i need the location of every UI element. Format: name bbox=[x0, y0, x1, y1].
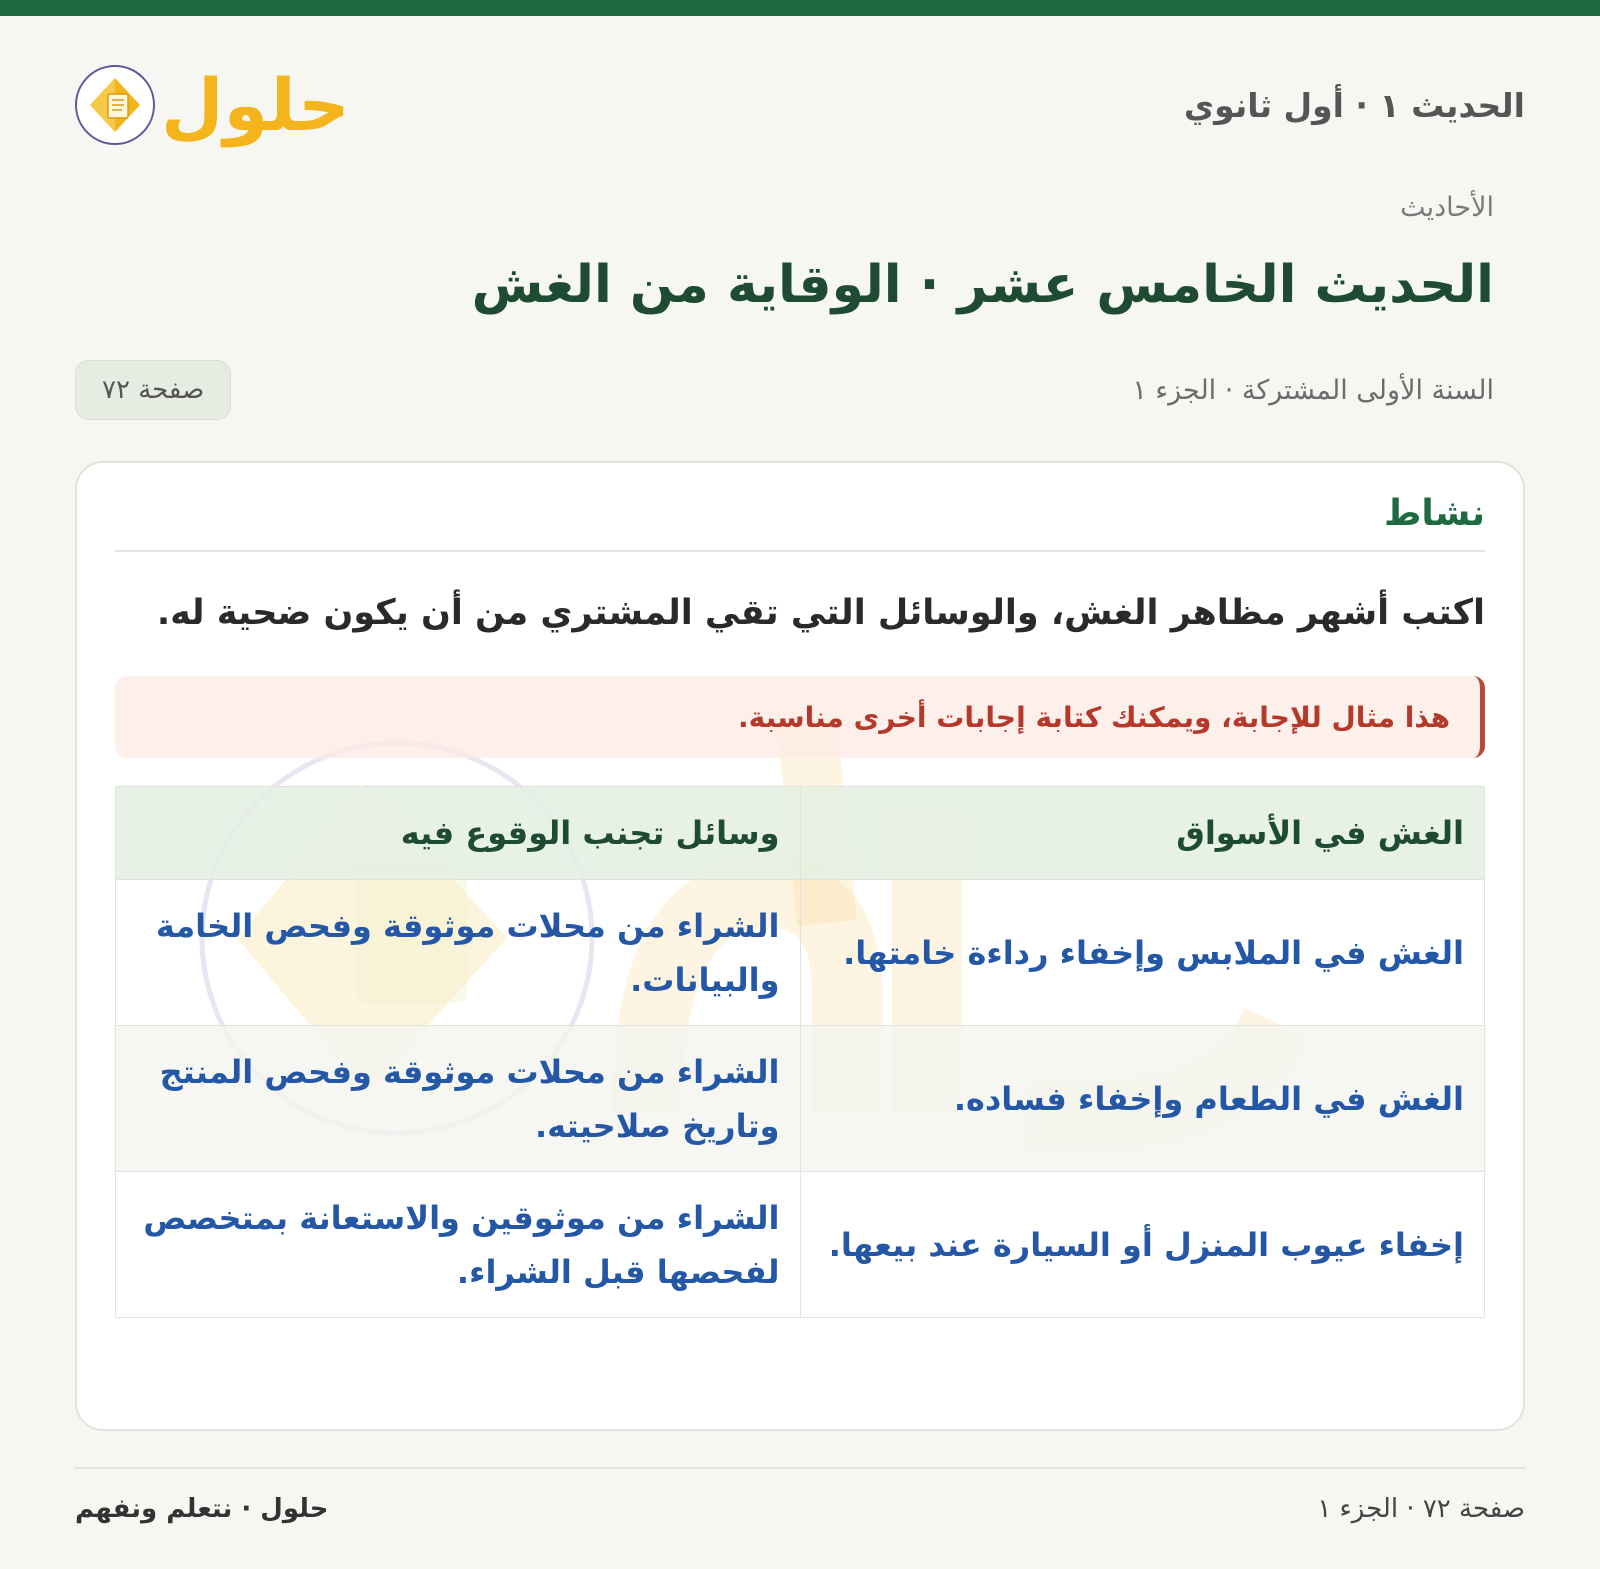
column-header-prevention: وسائل تجنب الوقوع فيه bbox=[116, 787, 801, 880]
answer-note-text: هذا مثال للإجابة، ويمكنك كتابة إجابات أخرى مناسبة. bbox=[738, 700, 1450, 734]
top-accent-bar bbox=[0, 0, 1600, 16]
table-cell-fraud: إخفاء عيوب المنزل أو السيارة عند بيعها. bbox=[800, 1172, 1485, 1318]
site-logo[interactable] bbox=[75, 65, 350, 145]
column-header-fraud: الغش في الأسواق bbox=[800, 787, 1485, 880]
table-row bbox=[116, 1026, 1485, 1172]
meta-row bbox=[75, 358, 1494, 422]
table-cell-prevention: الشراء من محلات موثوقة وفحص المنتج وتاريخ صلاحيته. bbox=[116, 1026, 801, 1172]
logo-wordmark: حلول bbox=[161, 63, 350, 147]
footer-brand: حلول · نتعلم ونفهم bbox=[75, 1494, 329, 1524]
page-number-badge: صفحة ٧٢ bbox=[75, 360, 231, 420]
activity-title: نشاط bbox=[115, 493, 1485, 552]
answer-table bbox=[115, 786, 1485, 1318]
table-row bbox=[116, 1172, 1485, 1318]
activity-content bbox=[115, 493, 1485, 1318]
table-cell-fraud: الغش في الطعام وإخفاء فساده. bbox=[800, 1026, 1485, 1172]
table-cell-prevention: الشراء من محلات موثوقة وفحص الخامة والبيانات. bbox=[116, 880, 801, 1026]
answer-note bbox=[115, 676, 1485, 758]
footer-page-info: صفحة ٧٢ · الجزء ١ bbox=[1317, 1494, 1525, 1524]
course-meta: السنة الأولى المشتركة · الجزء ١ bbox=[1132, 374, 1494, 406]
page-title: الحديث الخامس عشر · الوقاية من الغش bbox=[471, 255, 1494, 315]
table-row bbox=[116, 880, 1485, 1026]
activity-question: اكتب أشهر مظاهر الغش، والوسائل التي تقي المشتري من أن يكون ضحية له. bbox=[156, 593, 1485, 633]
table-cell-fraud: الغش في الملابس وإخفاء رداءة خامتها. bbox=[800, 880, 1485, 1026]
table-header-row bbox=[116, 787, 1485, 880]
activity-card bbox=[75, 461, 1525, 1431]
header-title: الحديث ١ · أول ثانوي bbox=[1183, 85, 1525, 125]
table-cell-prevention: الشراء من موثوقين والاستعانة بمتخصص لفحصها قبل الشراء. bbox=[116, 1172, 801, 1318]
book-diamond-icon bbox=[75, 65, 155, 145]
page-header bbox=[75, 40, 1525, 170]
breadcrumb-category[interactable]: الأحاديث bbox=[1400, 192, 1494, 223]
page-footer bbox=[75, 1467, 1525, 1549]
